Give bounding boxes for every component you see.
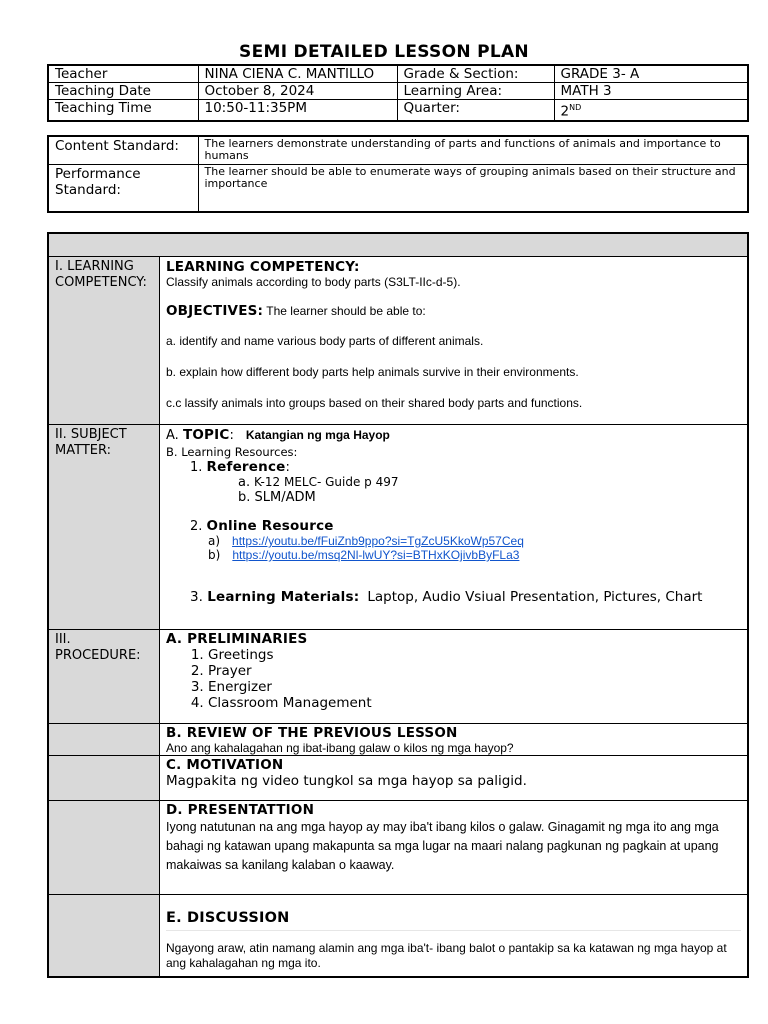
- table-row: [48, 756, 748, 801]
- side-blank: [48, 724, 160, 756]
- teacher-label: Teacher: [48, 65, 198, 83]
- table-row: [48, 895, 748, 977]
- materials-number: 3.: [190, 589, 203, 605]
- grade-value: GRADE 3- A: [554, 65, 748, 83]
- motivation-heading: C. MOTIVATION: [166, 757, 284, 773]
- reference-label: Reference: [206, 459, 286, 475]
- online-number: 2.: [190, 519, 203, 534]
- preliminaries-heading: A. PRELIMINARIES: [166, 631, 308, 647]
- review-text: Ano ang kahalagahan ng ibat-ibang galaw o kilos ng mga hayop?: [166, 741, 514, 755]
- objective-c: c.c lassify animals into groups based on their shared body parts and functions.: [166, 396, 583, 410]
- reference-a-letter: a.: [238, 475, 251, 490]
- table-row: [48, 136, 748, 164]
- side-blank: [48, 895, 160, 977]
- objective-b: b. explain how different body parts help animals survive in their environments.: [166, 365, 579, 379]
- reference-b-text: SLM/ADM: [254, 490, 316, 505]
- quarter-label: Quarter:: [397, 100, 554, 121]
- table-row: [48, 65, 748, 83]
- table-row: [48, 100, 748, 121]
- performance-standard-label: Performance Standard:: [48, 164, 198, 212]
- table-row: [48, 630, 748, 724]
- topic-value: Katangian ng mga Hayop: [245, 428, 390, 442]
- date-label: Teaching Date: [48, 83, 198, 100]
- competency-heading: LEARNING COMPETENCY:: [166, 259, 360, 275]
- teacher-value: NINA CIENA C. MANTILLO: [198, 65, 397, 83]
- area-value: MATH 3: [554, 83, 748, 100]
- online-label: Online Resource: [206, 518, 334, 534]
- side-blank: [48, 756, 160, 801]
- table-row: [48, 257, 748, 425]
- video-link-b[interactable]: https://youtu.be/msq2Nl-lwUY?si=BTHxKOjivbByFLa3: [232, 548, 520, 562]
- reference-b-letter: b.: [238, 490, 251, 505]
- reference-line: [190, 459, 741, 475]
- reference-a: [238, 475, 741, 490]
- topic-label: TOPIC: [182, 427, 230, 443]
- topic-colon: :: [229, 428, 234, 443]
- content-standard-label: Content Standard:: [48, 136, 198, 164]
- materials-line: [190, 589, 741, 605]
- table-header-row: [48, 233, 748, 257]
- standards-table: [47, 135, 749, 213]
- link-line-a: [208, 534, 741, 548]
- materials-label: Learning Materials:: [207, 589, 360, 605]
- table-row: [48, 83, 748, 100]
- quarter-value: [554, 100, 748, 121]
- reference-b: [238, 490, 741, 505]
- page-title: SEMI DETAILED LESSON PLAN: [239, 42, 529, 62]
- presentation-text: Iyong natutunan na ang mga hayop ay may iba't ibang kilos o galaw. Ginagamit ng mga ito ang mga bahagi ng katawan upang makapunta sa mga lugar na maari nalang pagkunan ng pagkain at upang makaiwas sa kanilang kalaban o kaaway.: [166, 820, 719, 872]
- grade-label: Grade & Section:: [397, 65, 554, 83]
- list-item: 1. Greetings: [208, 647, 741, 663]
- link-a-letter: a): [208, 534, 221, 548]
- topic-prefix: A.: [166, 428, 183, 443]
- lesson-table: [47, 232, 749, 978]
- reference-number: 1.: [190, 460, 203, 475]
- reference-a-text: K-12 MELC- Guide p 497: [253, 475, 399, 489]
- table-row: [48, 801, 748, 895]
- list-item: 3. Energizer: [208, 679, 741, 695]
- content-standard-text: The learners demonstrate understanding of parts and functions of animals and importance to humans: [198, 136, 748, 164]
- motivation-text: Magpakita ng video tungkol sa mga hayop sa paligid.: [166, 773, 527, 789]
- table-row: [48, 425, 748, 630]
- discussion-text: Ngayong araw, atin namang alamin ang mga iba't- ibang balot o pantakip sa ka katawan ng mga hayop at ang kahalagahan ng mga ito.: [166, 941, 727, 970]
- side-blank: [48, 801, 160, 895]
- table-row: [48, 164, 748, 212]
- competency-cell: [160, 257, 749, 425]
- resources-label: B. Learning Resources:: [166, 445, 298, 459]
- table-row: [48, 724, 748, 756]
- quarter-suffix: ND: [569, 103, 582, 112]
- list-item: 2. Prayer: [208, 663, 741, 679]
- link-line-b: [208, 548, 741, 562]
- competency-side-label: I. LEARNING COMPETENCY:: [48, 257, 160, 425]
- motivation-cell: [160, 756, 749, 801]
- presentation-cell: [160, 801, 749, 895]
- quarter-number: 2: [560, 103, 570, 120]
- preliminaries-cell: [160, 630, 749, 724]
- subject-side-label: II. SUBJECT MATTER:: [48, 425, 160, 630]
- objectives-intro: The learner should be able to:: [263, 304, 426, 318]
- time-value: 10:50-11:35PM: [198, 100, 397, 121]
- time-label: Teaching Time: [48, 100, 198, 121]
- presentation-heading: D. PRESENTATTION: [166, 802, 315, 818]
- preliminaries-list: [166, 647, 741, 711]
- objective-a: a. identify and name various body parts of different animals.: [166, 334, 484, 348]
- discussion-heading: E. DISCUSSION: [166, 910, 741, 931]
- objectives-label: OBJECTIVES:: [166, 303, 264, 319]
- review-cell: [160, 724, 749, 756]
- competency-text: Classify animals according to body parts (S3LT-IIc-d-5).: [166, 275, 461, 289]
- performance-standard-text: The learner should be able to enumerate ways of grouping animals based on their structure and importance: [198, 164, 748, 212]
- discussion-cell: [160, 895, 749, 977]
- area-label: Learning Area:: [397, 83, 554, 100]
- list-item: 4. Classroom Management: [208, 695, 741, 711]
- date-value: October 8, 2024: [198, 83, 397, 100]
- video-link-a[interactable]: https://youtu.be/fFuiZnb9ppo?si=TgZcU5KkoWp57Ceq: [232, 534, 524, 548]
- review-heading: B. REVIEW OF THE PREVIOUS LESSON: [166, 725, 458, 741]
- subject-cell: [160, 425, 749, 630]
- objectives-line: [166, 303, 741, 319]
- link-b-letter: b): [208, 548, 221, 562]
- header-table: [47, 64, 749, 122]
- shaded-header: [48, 233, 748, 257]
- online-resource-line: [190, 518, 741, 534]
- procedure-side-label: III. PROCEDURE:: [48, 630, 160, 724]
- reference-colon: :: [285, 460, 290, 475]
- materials-text: Laptop, Audio Vsiual Presentation, Pictures, Chart: [367, 589, 703, 605]
- topic-line: [166, 427, 741, 443]
